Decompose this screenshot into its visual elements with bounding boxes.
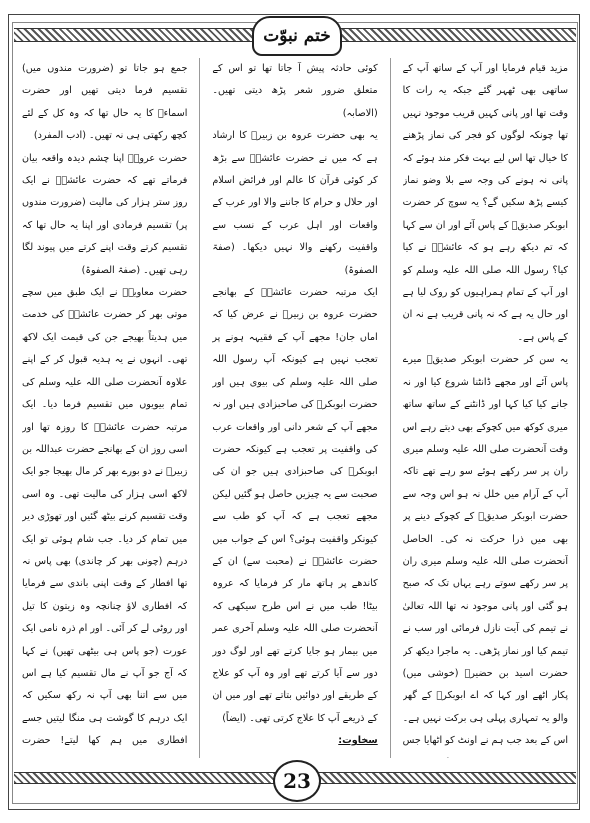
paragraph: حضرت عروہؓ اپنا چشم دیدہ واقعہ بیان فرماتے تھے کہ حضرت عائشہؓ نے ایک روز ستر ہزار کی مالیت (ضرورت مندوں پر) تقسیم فرمادی اور اپنا یہ حال تھا کہ تقسیم کرتے وقت اپنے کرتے میں پیوند لگا رہی تھیں۔ (صفۃ الصفوۃ) xyxy=(22,152,188,276)
column-left xyxy=(22,58,187,758)
paragraph: یہ سن کر حضرت ابوبکر صدیقؓ میرے پاس آئے اور مجھے ڈانٹنا شروع کیا اور نہ جانے کیا کیا کہا اور ڈانٹنے کے ساتھ ساتھ میری کوکھ میں کچوکے بھی دیتے رہے اس وقت آنحضرت صلی اللہ علیہ وسلم میری ران پر سر رکھے ہوئے سو رہے تھے تاکہ آپ کے آرام میں خلل نہ ہو اس وجہ سے حضرت ابوبکر صدیقؓ کے کچوکے دینے پر بھی میں ذرا حرکت نہ کی۔ الحاصل آنحضرت صلی اللہ علیہ وسلم میری ران پر سر رکھے سوتے رہے یہاں تک کہ صبح ہو گئی اور پانی موجود نہ تھا اللہ تعالیٰ نے تیمم کی آیت نازل فرمائی اور سب نے تیمم کیا اور نماز پڑھی۔ یہ ماجرا دیکھ کر حضرت اسید بن حضیرؓ (خوشی میں) پکار اٹھے اور کہا کہ اے ابوبکرؓ کے گھر والو یہ تمہاری پہلی ہی برکت نہیں ہے۔ اس کے بعد جب ہم نے اونٹ کو اٹھایا جس xyxy=(402,354,568,747)
paragraph: حضرت معاویہؓ نے ایک طبق میں سچے موتی بھر کر حضرت عائشہؓ کی خدمت میں ہدیتاً بھیجے جن کی قیمت ایک لاکھ تھی۔ انہوں نے یہ ہدیہ قبول کر کے اپنے علاوہ آنحضرت صلی اللہ علیہ وسلم کی تمام بیویوں میں تقسیم فرما دیا۔ ایک مرتبہ حضرت عائشہؓ کا روزہ تھا اور اسی روز ان کے بھانجے حضرت عبداللہ بن زبیرؓ نے دو بورے بھر کر مال بھیجا جو ایک لاکھ اسی ہزار کی مالیت تھی۔ وہ اسی وقت تقسیم کرنے بیٹھ گئیں اور تھوڑی دیر میں تمام کر دیا۔ جب شام ہوئی تو ایک درہم (چونی بھر کر چاندی) بھی پاس نہ تھا افطار کے وقت اپنی باندی سے فرمایا کہ افطاری لاؤ چنانچہ وہ زیتون کا تیل اور روٹی لے کر آئی۔ اور ام ذرہ نامی ایک عورت (جو پاس ہی بیٹھی تھیں) نے کہا کہ آج جو آپ نے مال تقسیم کیا ہے اس میں سے اتنا بھی آپ نہ رکھ سکیں کہ ایک درہم کا گوشت ہی منگا لیتیں جسے افطاری میں ہم کھا لیتے! حضرت xyxy=(22,287,188,747)
paragraph: یہ بھی حضرت عروہ بن زبیرؓ کا ارشاد ہے کہ میں نے حضرت عائشہؓ سے بڑھ کر کوئی قرآن کا عالم اور فرائض اسلام اور حلال و حرام کا جاننے والا اور عرب کے واقعات اور اہل عرب کے نسب سے واقفیت رکھنے والا نہیں دیکھا۔ (صفۃ الصفوۃ) xyxy=(212,130,378,276)
column-middle xyxy=(212,58,377,758)
paragraph xyxy=(212,753,377,758)
column-right xyxy=(403,58,568,758)
paragraph: مزید قیام فرمایا اور آپ کے ساتھ آپ کے ساتھی بھی ٹھہر گئے جبکہ یہ رات کا وقت تھا اور پانی کہیں قریب موجود نہیں تھا چونکہ لوگوں کو فجر کی نماز پڑھنے کا خیال تھا اس لیے بہت فکر مند ہوئے کہ پانی نہ ہونے کی وجہ سے بلا وضو نماز کیسے پڑھ سکیں گے؟ یہ سوچ کر حضرت ابوبکر صدیقؓ کے پاس آئے اور ان سے کہا کہ تم دیکھ رہے ہو کہ عائشہؓ نے کیا کیا؟ رسول اللہ صلی اللہ علیہ وسلم کو اور آپ کے تمام ہمراہیوں کو روک لیا ہے اور حال یہ ہے کہ نہ پانی قریب ہے نہ ان کے پاس ہے۔ xyxy=(402,63,568,343)
paragraph: کوئی حادثہ پیش آ جاتا تھا تو اس کے متعلق ضرور شعر پڑھ دیتی تھیں۔ (الاصابہ) xyxy=(212,63,378,119)
section-heading: سخاوت: xyxy=(338,735,378,747)
column-divider xyxy=(390,58,391,758)
magazine-title: ختم نبوّت xyxy=(252,16,342,56)
column-divider xyxy=(199,58,200,758)
text-columns xyxy=(22,58,568,758)
page-number: 23 xyxy=(273,760,321,802)
paragraph: جمع ہو جاتا تو (ضرورت مندوں میں) تقسیم فرما دیتی تھیں اور حضرت اسماءؓ کا یہ حال تھا کہ وہ کل کے لئے کچھ رکھتی ہی نہ تھیں۔ (ادب المفرد) xyxy=(22,63,188,142)
paragraph: ایک مرتبہ حضرت عائشہؓ کے بھانجے حضرت عروہ بن زبیرؓ نے عرض کیا کہ اماں جان! مجھے آپ کے فقیہہ ہونے پر تعجب نہیں ہے کیونکہ آپ رسول اللہ صلی اللہ علیہ وسلم کی بیوی ہیں اور حضرت ابوبکرؓ کی صاحبزادی ہیں اور نہ مجھے آپ کے شعر دانی اور واقعات عرب کی واقفیت پر تعجب ہے کیونکہ حضرت ابوبکرؓ کی صاحبزادی ہیں جو ان کی صحبت سے یہ چیزیں حاصل ہو گئیں لیکن مجھے تعجب ہے کہ آپ کو طب سے کیونکر واقفیت ہوئی؟ اس کے جواب میں حضرت عائشہؓ نے (محبت سے) ان کے کاندھے پر ہاتھ مار کر فرمایا کہ عروہ بیٹا! طب میں نے اس طرح سیکھی کہ آنحضرت صلی اللہ علیہ وسلم آخری عمر میں بیمار ہو جایا کرتے تھے اور لوگ دور دور سے آیا کرتے تھے اور وہ آپ کو علاج کے طریقے اور دوائیں بتاتے تھے اور میں ان کے ذریعے آپ کا علاج کرتی تھی۔ (ایضاً) xyxy=(212,287,378,724)
